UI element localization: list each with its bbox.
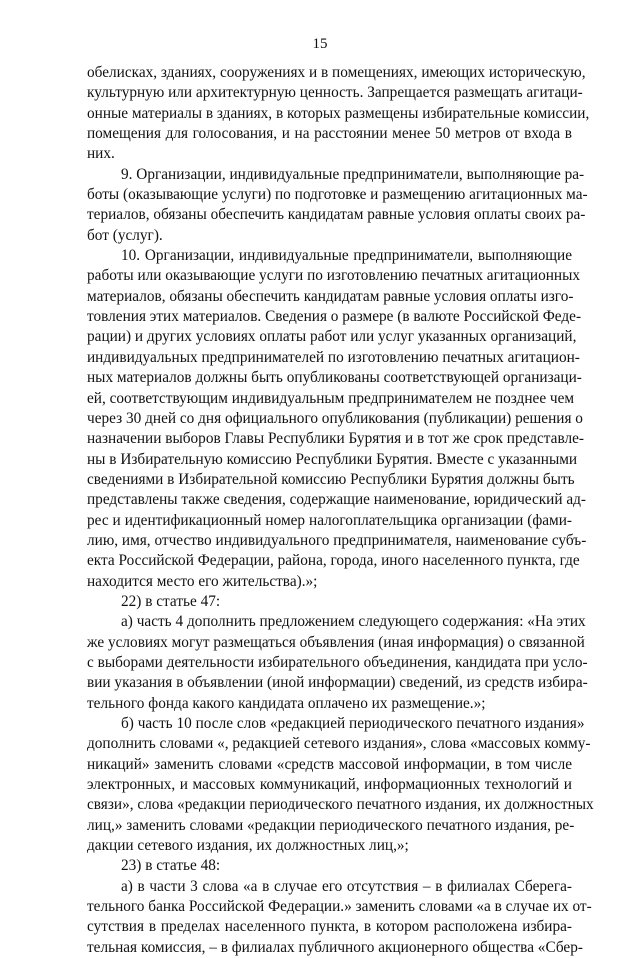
text-line: тельная комиссия, – в филиалах публичного акционерного общества «Сбер- xyxy=(87,938,583,956)
text-line: дакции сетевого издания, их должностных лиц,»; xyxy=(87,837,409,855)
text-line: товления этих материалов. Сведения о размере (в валюте Российской Феде- xyxy=(87,308,582,326)
text-line: лиц,» заменить словами «редакции периодического печатного издания, ре- xyxy=(87,816,575,834)
text-line: ей, соответствующим индивидуальным предпринимателем не позднее чем xyxy=(87,389,575,407)
document-body xyxy=(87,63,594,958)
page-number: 15 xyxy=(312,36,328,52)
text-line: индивидуальных предпринимателей по изготовлению печатных агитацион- xyxy=(87,348,580,366)
text-line: работы или оказывающие услуги по изготовлению печатных агитационных xyxy=(87,267,581,285)
text-line: помещения для голосования, и на расстоянии менее 50 метров от входа в xyxy=(87,125,572,143)
text-line: а) часть 4 дополнить предложением следующего содержания: «На этих xyxy=(121,613,586,631)
text-line: находится место его жительства).»; xyxy=(87,572,318,590)
text-line: териалов, обязаны обеспечить кандидатам равные условия оплаты своих ра- xyxy=(87,206,586,224)
text-line: ных материалов должны быть опубликованы соответствующей организаци- xyxy=(87,369,582,387)
text-line: обелисках, зданиях, сооружениях и в помещениях, имеющих историческую, xyxy=(87,64,586,81)
text-line: них. xyxy=(87,145,115,163)
text-line: материалов, обязаны обеспечить кандидатам равные условия оплаты изго- xyxy=(87,287,574,305)
text-line: б) часть 10 после слов «редакцией периодического печатного издания» xyxy=(121,715,585,732)
text-line: тельного фонда какого кандидата оплачено их размещение.»; xyxy=(87,694,486,712)
text-line: электронных, и массовых коммуникаций, информационных технологий и xyxy=(87,776,572,794)
text-line: культурную или архитектурную ценность. Запрещается размещать агитаци- xyxy=(87,84,583,102)
text-line: сутствия в пределах населенного пункта, в котором расположена избира- xyxy=(87,918,572,936)
text-line: рес и идентификационный номер налогоплательщика организации (фами- xyxy=(87,511,572,529)
text-line: сведениями в Избирательной комиссию Республики Бурятия должны быть xyxy=(87,470,575,488)
text-line: бот (услуг). xyxy=(87,226,163,244)
text-line: же условиях могут размещаться объявления (иная информация) о связанной xyxy=(87,633,585,651)
text-line: назначении выборов Главы Республики Бурятия и в тот же срок представле- xyxy=(87,430,585,448)
text-line: екта Российской Федерации, района, города, иного населенного пункта, где xyxy=(87,552,580,570)
text-line: вии указания в объявлении (иной информации) сведений, из средств избира- xyxy=(87,674,588,692)
text-line: 9. Организации, индивидуальные предприниматели, выполняющие ра- xyxy=(121,165,585,183)
text-line: связи», слова «редакции периодического печатного издания, их должностных xyxy=(87,796,594,814)
text-line: рации) и других условиях оплаты работ или услуг указанных организаций, xyxy=(87,328,577,346)
text-line: никаций» заменить словами «средств массовой информации, в том числе xyxy=(87,755,572,773)
text-line: с выборами деятельности избирательного объединения, кандидата при усло- xyxy=(87,653,588,671)
text-line: представлены также сведения, содержащие наименование, юридический ад- xyxy=(87,491,587,509)
text-line: а) в части 3 слова «а в случае его отсутствия – в филиалах Сберега- xyxy=(121,877,572,895)
text-line: 10. Организации, индивидуальные предприниматели, выполняющие xyxy=(121,247,572,265)
text-line: онные материалы в зданиях, в которых размещены избирательные комиссии, xyxy=(87,104,590,122)
text-line: 23) в статье 48: xyxy=(121,857,221,875)
text-line: 22) в статье 47: xyxy=(121,592,221,610)
text-line: ны в Избирательную комиссию Республики Бурятия. Вместе с указанными xyxy=(87,450,578,468)
text-line: тельного банка Российской Федерации.» заменить словами «а в случае их от- xyxy=(87,898,592,916)
text-line: боты (оказывающие услуги) по подготовке и размещению агитационных ма- xyxy=(87,186,588,204)
text-line: через 30 дней со дня официального опубликования (публикации) решения о xyxy=(87,409,583,427)
text-line: дополнить словами «, редакцией сетевого издания», слова «массовых комму- xyxy=(87,735,591,753)
text-line: лию, имя, отчество индивидуального предпринимателя, наименование субъ- xyxy=(87,531,587,549)
